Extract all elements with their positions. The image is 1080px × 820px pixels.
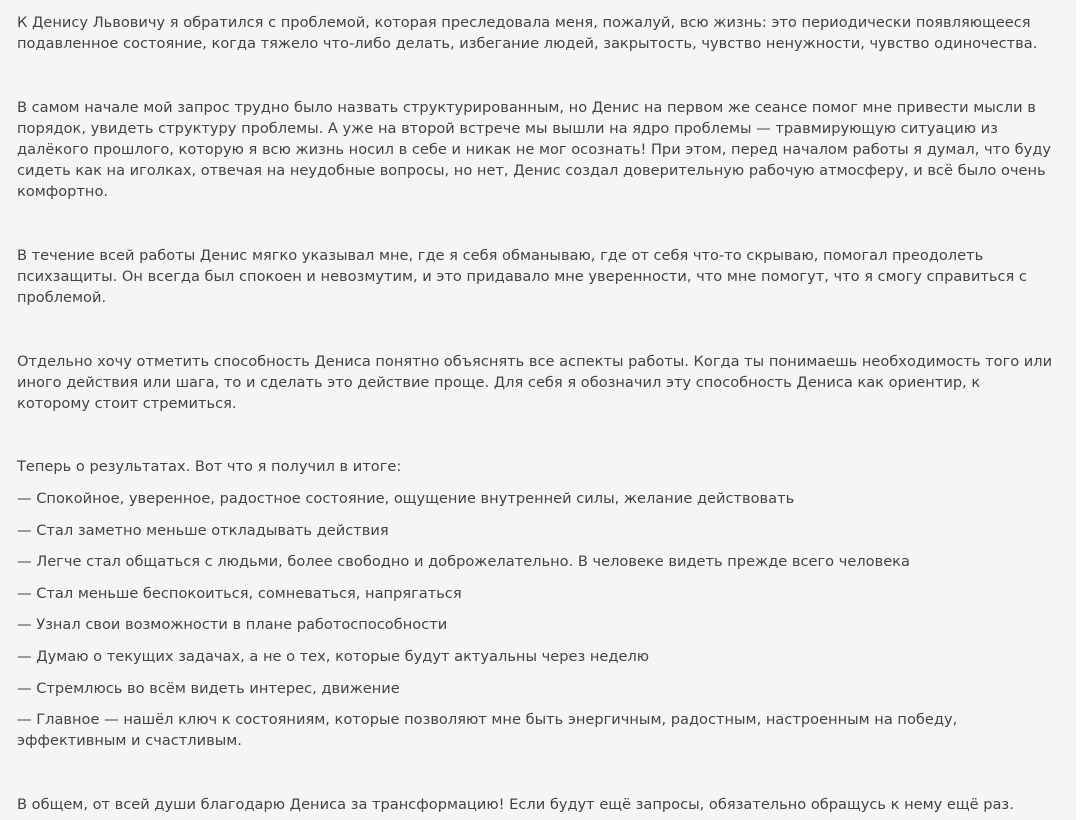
- results-list-item: — Спокойное, уверенное, радостное состояние, ощущение внутренней силы, желание действовать: [17, 489, 795, 507]
- results-list-item: — Главное — нашёл ключ к состояниям, которые позволяют мне быть энергичным, радостным, настроенным на победу, эффективным и счастливым.: [17, 711, 958, 750]
- paragraph-gap: [17, 203, 1056, 245]
- results-list-item: — Легче стал общаться с людьми, более свободно и доброжелательно. В человеке видеть прежде всего человека: [17, 553, 910, 571]
- review-paragraph-closing: В общем, от всей души благодарю Дениса за трансформацию! Если будут ещё запросы, обязательно обращусь к нему ещё раз.: [17, 795, 1014, 813]
- results-list-item: — Думаю о текущих задачах, а не о тех, которые будут актуальны через неделю: [17, 647, 650, 665]
- results-list-item: — Узнал свои возможности в плане работоспособности: [17, 616, 448, 634]
- results-list-item: — Стал меньше беспокоиться, сомневаться, напрягаться: [17, 584, 462, 602]
- results-list-item: — Стал заметно меньше откладывать действия: [17, 521, 389, 539]
- review-paragraph-process: В течение всей работы Денис мягко указывал мне, где я себя обманываю, где от себя что-то скрываю, помогал преодолеть психзащиты. Он всегда был спокоен и невозмутим, и это придавало мне уверенности, что мне помогут, что я смогу справиться с проблемой.: [17, 246, 1027, 307]
- review-paragraph-problem: К Денису Львовичу я обратился с проблемой, которая преследовала меня, пожалуй, всю жизнь: это периодически появляющееся подавленное состояние, когда тяжело что-либо делать, избегание людей, закрытость, чувство ненужности, чувство одиночества.: [17, 14, 1038, 53]
- results-list-item: — Стремлюсь во всём видеть интерес, движение: [17, 679, 400, 697]
- results-list: [17, 488, 1056, 752]
- review-paragraph-explanations: Отдельно хочу отметить способность Дениса понятно объяснять все аспекты работы. Когда ты понимаешь необходимость того или иного действия или шага, то и сделать это действие проще. Для себя я обозначил эту способность Дениса как ориентир, к которому стоит стремиться.: [17, 352, 1053, 412]
- paragraph-gap: [17, 414, 1056, 456]
- review-paragraph-first-sessions: В самом начале мой запрос трудно было назвать структурированным, но Денис на первом же сеансе помог мне привести мысли в порядок, увидеть структуру проблемы. А уже на второй встрече мы вышли на ядро проблемы — травмирующую ситуацию из далёкого прошлого, которую я всю жизнь носил в себе и никак не мог осознать! При этом, перед началом работы я думал, что буду сидеть как на иголках, отвечая на неудобные вопросы, но нет, Денис создал доверительную рабочую атмосферу, и всё было очень комфортно.: [17, 98, 1052, 201]
- paragraph-gap: [17, 752, 1056, 794]
- paragraph-gap: [17, 54, 1056, 96]
- results-intro: Теперь о результатах. Вот что я получил в итоге:: [17, 458, 402, 476]
- paragraph-gap: [17, 308, 1056, 350]
